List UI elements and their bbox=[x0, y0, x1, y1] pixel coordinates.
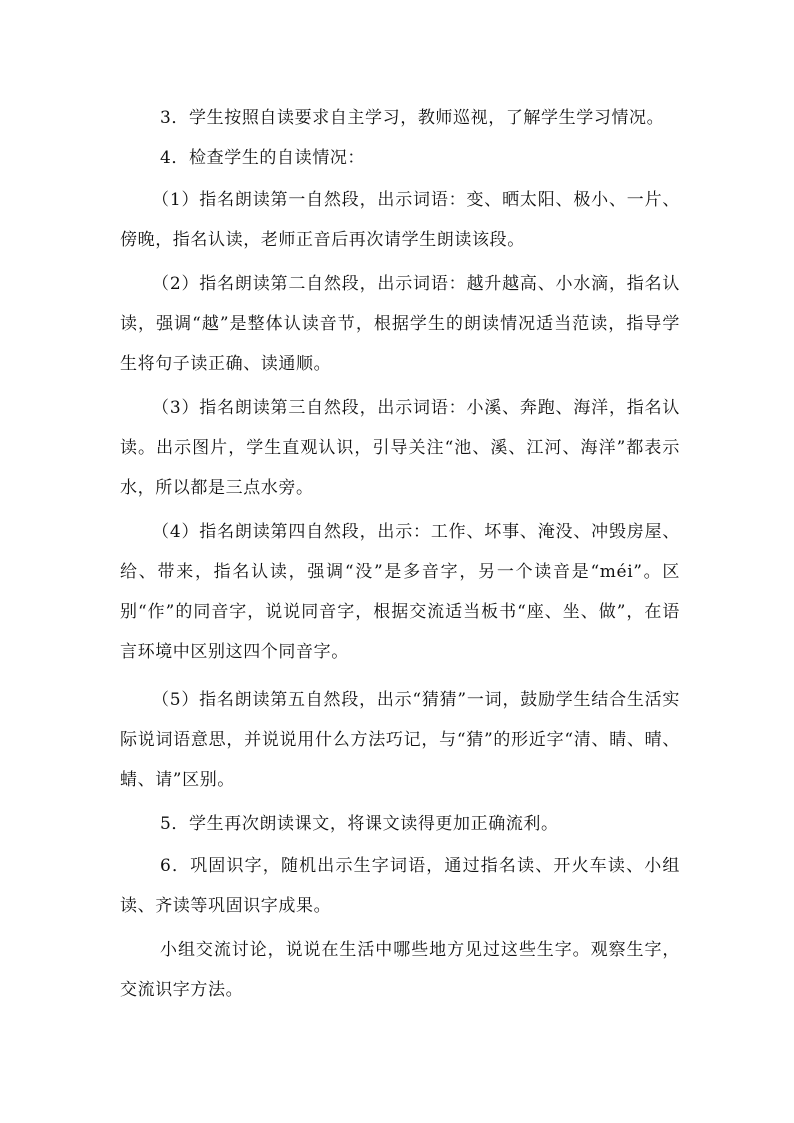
paragraph-sub-3: （3）指名朗读第三自然段，出示词语：小溪、奔跑、海洋，指名认读。出示图片，学生直观认识，引导关注“池、溪、江河、海洋”都表示水，所以都是三点水旁。 bbox=[120, 398, 680, 498]
paragraph-step-3: 3．学生按照自读要求自主学习，教师巡视，了解学生学习情况。 bbox=[160, 108, 665, 128]
paragraph-group-discussion: 小组交流讨论，说说在生活中哪些地方见过这些生字。观察生字，交流识字方法。 bbox=[120, 940, 680, 1000]
paragraph-sub-2: （2）指名朗读第二自然段，出示词语：越升越高、小水滴，指名认读，强调“越”是整体认读音节，根据学生的朗读情况适当范读，指导学生将句子读正确、读通顺。 bbox=[120, 274, 680, 374]
paragraph-step-4: 4．检查学生的自读情况： bbox=[160, 148, 366, 168]
paragraph-step-6: 6．巩固识字，随机出示生字词语，通过指名读、开火车读、小组读、齐读等巩固识字成果。 bbox=[120, 856, 680, 916]
paragraph-sub-1: （1）指名朗读第一自然段，出示词语：变、晒太阳、极小、一片、傍晚，指名认读，老师正音后再次请学生朗读该段。 bbox=[120, 190, 680, 250]
paragraph-sub-4: （4）指名朗读第四自然段，出示：工作、坏事、淹没、冲毁房屋、给、带来，指名认读，强调“没”是多音字，另一个读音是“méi”。区别“作”的同音字，说说同音字，根据交流适当板书“座、坐、做”，在语言环境中区别这四个同音字。 bbox=[120, 522, 680, 662]
paragraph-sub-5: （5）指名朗读第五自然段，出示“猜猜”一词，鼓励学生结合生活实际说词语意思，并说说用什么方法巧记，与“猜”的形近字“清、睛、晴、蜻、请”区别。 bbox=[120, 690, 680, 790]
paragraph-step-5: 5．学生再次朗读课文，将课文读得更加正确流利。 bbox=[160, 814, 559, 834]
